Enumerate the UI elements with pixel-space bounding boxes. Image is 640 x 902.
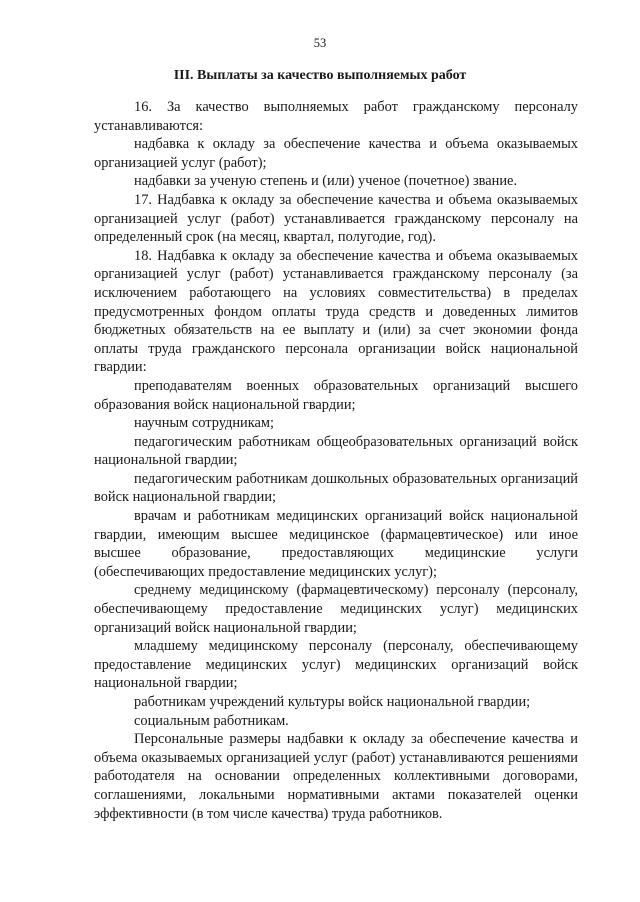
paragraph-personal-sizes: Персональные размеры надбавки к окладу за обеспечение качества и объема оказываемых организацией услуг (работ) устанавливаются решениями работодателя на основании определенных коллективными договорами, соглашениями, локальными нормативными актами показателей оценки эффективности (в том числе качества) труда работников. bbox=[94, 731, 578, 822]
paragraph-17: 17. Надбавка к окладу за обеспечение качества и объема оказываемых организацией услуг (работ) устанавливается гражданскому персоналу на определенный срок (на месяц, квартал, полугодие, год). bbox=[94, 191, 578, 246]
page-number: 53 bbox=[313, 36, 327, 50]
document-body bbox=[94, 98, 578, 823]
list-item-junior-medical: младшему медицинскому персоналу (персоналу, обеспечивающему предоставление медицинских услуг) медицинских организаций войск национальной гвардии; bbox=[94, 638, 578, 692]
list-item-doctors: врачам и работникам медицинских организаций войск национальной гвардии, имеющим высшее медицинское (фармацевтическое) или иное высшее образование, предоставляющих медицинские услуги (обеспечивающих предоставление медицинских услуг); bbox=[94, 508, 578, 580]
list-item-culture-staff: работникам учреждений культуры войск национальной гвардии; bbox=[134, 694, 531, 710]
list-item-nurses: среднему медицинскому (фармацевтическому) персоналу (персоналу, обеспечивающему предоставление медицинских услуг) медицинских организаций войск национальной гвардии; bbox=[94, 582, 578, 636]
list-item-preschool-staff: педагогическим работникам дошкольных образовательных организаций войск национальной гвардии; bbox=[94, 470, 578, 506]
list-item-school-staff: педагогическим работникам общеобразовательных организаций войск национальной гвардии; bbox=[94, 433, 578, 469]
list-item-teachers: преподавателям военных образовательных организаций высшего образования войск национальной гвардии; bbox=[94, 377, 578, 413]
list-item-degree-bonus: надбавки за ученую степень и (или) ученое (почетное) звание. bbox=[134, 173, 518, 190]
list-item-social-workers: социальным работникам. bbox=[134, 712, 289, 729]
paragraph-18: 18. Надбавка к окладу за обеспечение качества и объема оказываемых организацией услуг (работ) устанавливается гражданскому персоналу (за исключением работающего на условиях совместительства) в пределах предусмотренных фондом оплаты труда средств и доведенных лимитов бюджетных обязательств на ее выплату и (или) за счет экономии фонда оплаты труда гражданского персонала организации войск национальной гвардии: bbox=[94, 247, 578, 376]
paragraph-16: 16. За качество выполняемых работ гражданскому персоналу устанавливаются: bbox=[94, 99, 578, 134]
list-item-researchers: научным сотрудникам; bbox=[134, 415, 275, 432]
section-title: III. Выплаты за качество выполняемых работ bbox=[173, 68, 467, 83]
list-item-quality-bonus: надбавка к окладу за обеспечение качества и объема оказываемых организацией услуг (работ); bbox=[94, 136, 578, 171]
